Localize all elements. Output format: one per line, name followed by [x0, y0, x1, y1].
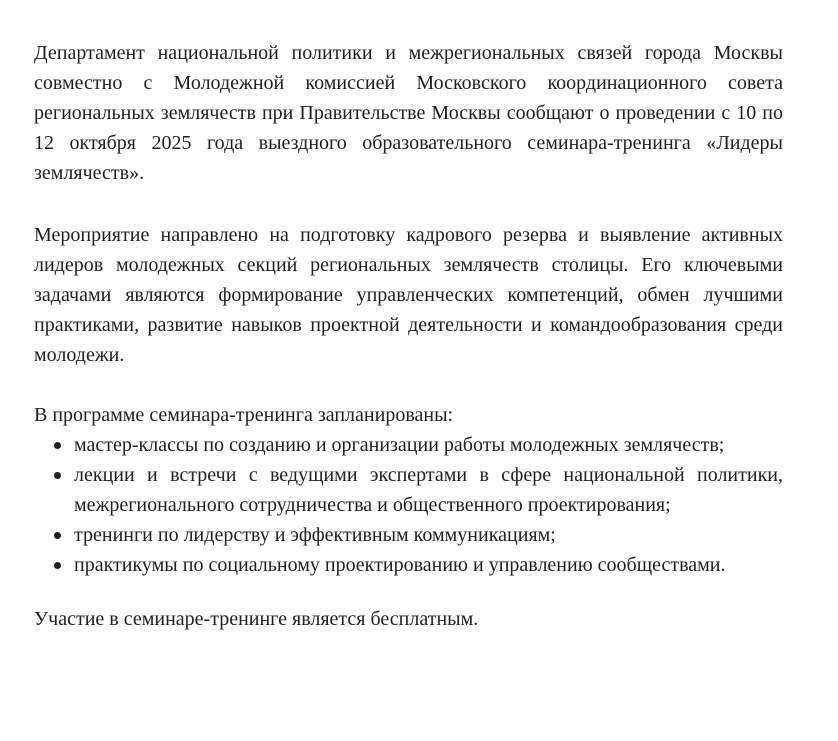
list-item: [34, 460, 783, 520]
bullet-icon: [54, 472, 61, 479]
list-item-text: мастер-классы по созданию и организации работы молодежных землячеств;: [74, 434, 725, 456]
bullet-icon: [54, 532, 61, 539]
article-body: [34, 0, 783, 634]
paragraph-announcement: Департамент национальной политики и межрегиональных связей города Москвы совместно с Молодежной комиссией Московского координационного совета региональных землячеств при Правительстве Москвы сообщают о проведении с 10 по 12 октября 2025 года выездного образовательного семинара-тренинга «Лидеры землячеств».: [34, 42, 783, 184]
bullet-icon: [54, 442, 61, 449]
list-item: [34, 520, 783, 550]
list-item-text: тренинги по лидерству и эффективным коммуникациям;: [74, 524, 556, 546]
bullet-icon: [54, 562, 61, 569]
program-list: [34, 430, 783, 580]
list-item: [34, 550, 783, 580]
closing-note: Участие в семинаре-тренинге является бесплатным.: [34, 608, 479, 630]
program-intro: В программе семинара-тренинга запланированы:: [34, 404, 454, 426]
list-item-text: практикумы по социальному проектированию и управлению сообществами.: [74, 554, 726, 576]
list-item-text: лекции и встречи с ведущими экспертами в сфере национальной политики, межрегионального сотрудничества и общественного проектирования;: [74, 464, 783, 516]
paragraph-goals: Мероприятие направлено на подготовку кадрового резерва и выявление активных лидеров молодежных секций региональных землячеств столицы. Его ключевыми задачами являются формирование управленческих компетенций, обмен лучшими практиками, развитие навыков проектной деятельности и командообразования среди молодежи.: [34, 224, 783, 366]
list-item: [34, 430, 783, 460]
